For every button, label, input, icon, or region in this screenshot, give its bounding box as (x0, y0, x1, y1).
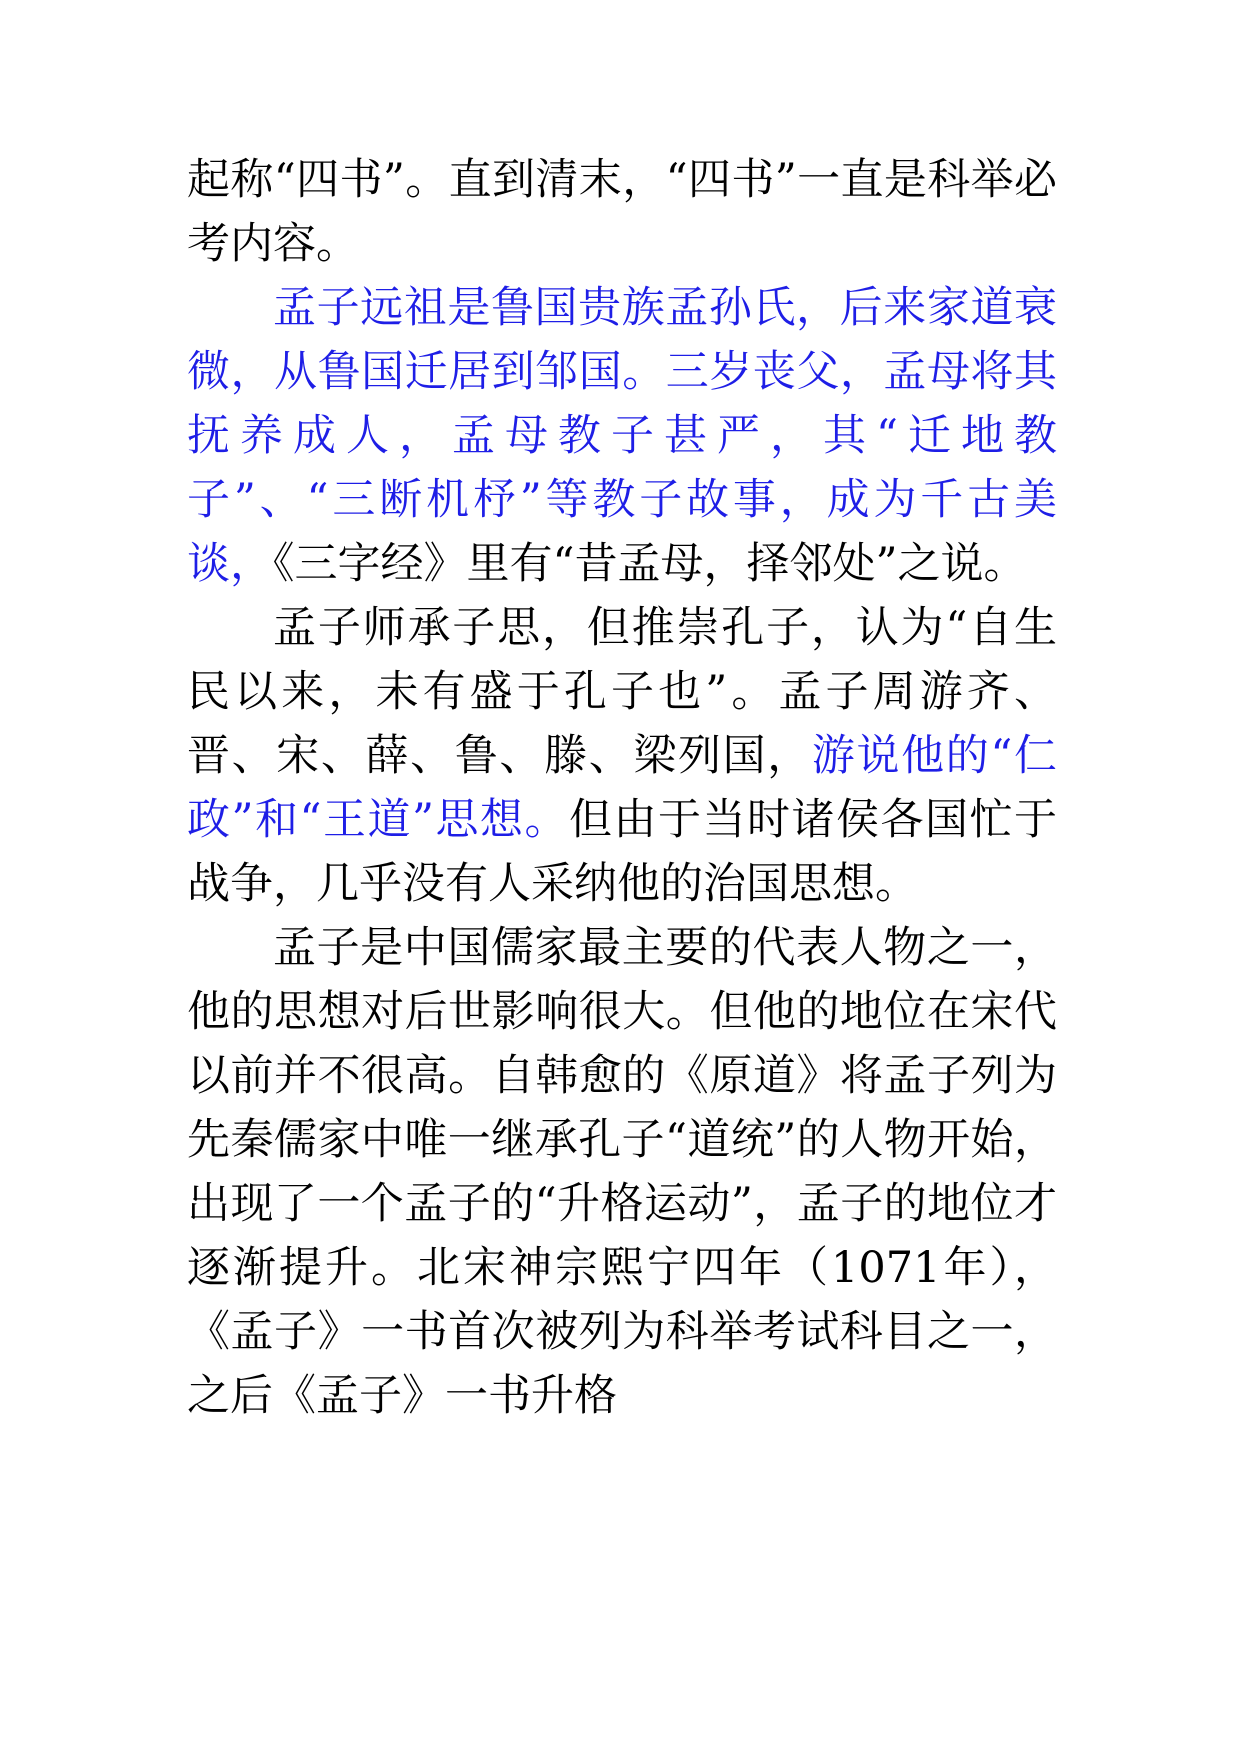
paragraph-3 (187, 596, 1057, 916)
paragraph-2-segment-2: 《三字经》里有“昔孟母，择邻处”之说。 (273, 539, 1027, 589)
paragraph-2-highlight: 孟子远祖是鲁国贵族孟孙氏，后来家道衰微，从鲁国迁居到邹国。三岁丧父，孟母将其抚养成人，孟母教子甚严，其“迁地教子”、“三断机杼”等教子故事，成为千古美谈， (187, 283, 1057, 589)
paragraph-4 (187, 916, 1057, 1428)
paragraph-1 (187, 148, 1057, 276)
paragraph-4-segment-1: 孟子是中国儒家最主要的代表人物之一，他的思想对后世影响很大。但他的地位在宋代以前并不很高。自韩愈的《原道》将孟子列为先秦儒家中唯一继承孔子“道统”的人物开始，出现了一个孟子的“升格运动”，孟子的地位才逐渐提升。北宋神宗熙宁四年（1071年），《孟子》一书首次被列为科举考试科目之一，之后《孟子》一书升格 (187, 923, 1057, 1421)
document-body (187, 148, 1057, 1428)
paragraph-3-highlight: 游说他的“仁政”和“王道”思想。 (187, 731, 1058, 845)
paragraph-3-segment-3: 但由于当时诸侯各国忙于战争，几乎没有人采纳他的治国思想。 (187, 795, 1058, 909)
paragraph-3-segment-1: 孟子师承子思，但推崇孔子，认为“自生民以来，未有盛于孔子也”。孟子周游齐、晋、宋、薛、鲁、滕、梁列国， (187, 603, 1057, 781)
paragraph-1-segment-1: 起称“四书”。直到清末，“四书”一直是科举必考内容。 (187, 155, 1057, 269)
paragraph-2 (187, 276, 1057, 596)
